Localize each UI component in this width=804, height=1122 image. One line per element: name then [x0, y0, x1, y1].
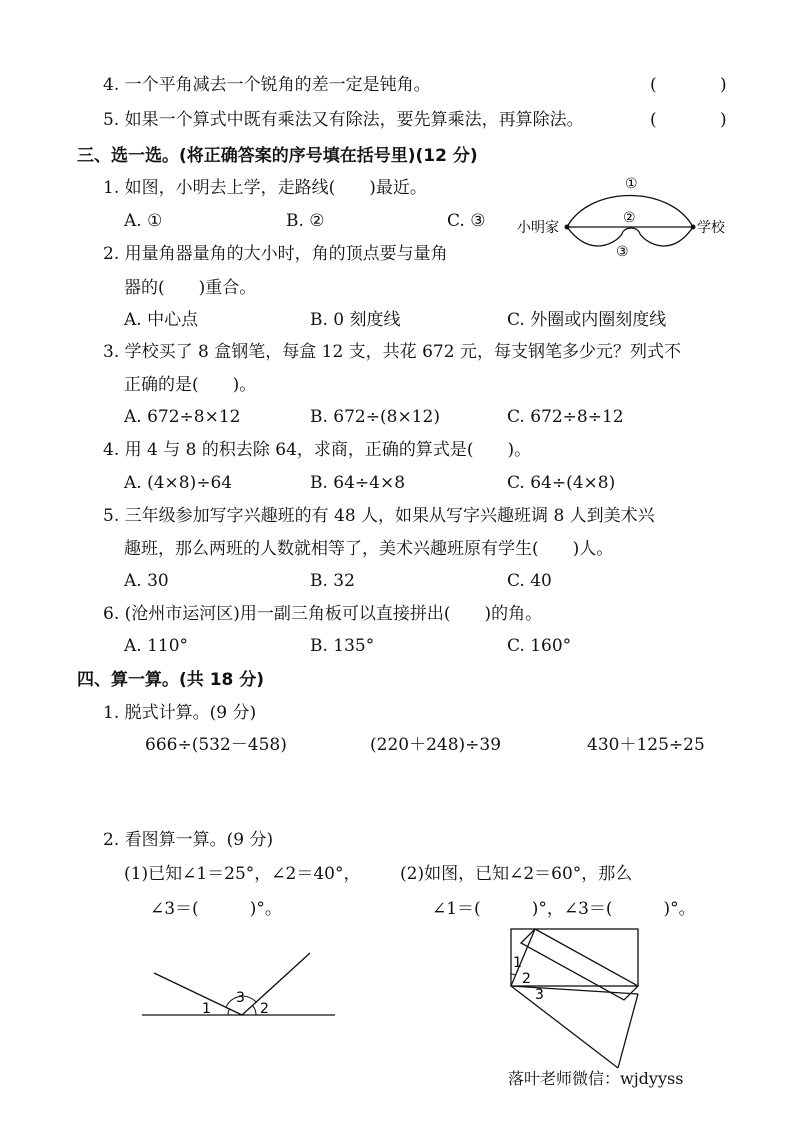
- answer-paren-right: ): [720, 75, 727, 95]
- angle-figure-2: [500, 920, 650, 1072]
- s3-q6-stem: 6. (沧州市运河区)用一副三角板可以直接拼出( )的角。: [103, 604, 543, 624]
- s4-sub2-p1-line1: (1)已知∠1＝25°，∠2＝40°，: [124, 864, 361, 884]
- angle-figure-1: [130, 940, 350, 1030]
- s3-q2-stem-line2: 器的( )重合。: [124, 278, 257, 298]
- s3-q1-option-b: B. ②: [286, 211, 325, 231]
- s4-sub2-p1-line2: ∠3＝( )°。: [150, 899, 282, 919]
- angle-1-label: 1: [202, 1001, 211, 1017]
- school-label: 学校: [697, 220, 725, 236]
- s3-q3-stem-line1: 3. 学校买了 8 盒钢笔，每盒 12 支，共花 672 元，每支钢笔多少元？列式不: [103, 342, 681, 362]
- section-4-heading: 四、算一算。(共 18 分): [77, 670, 265, 690]
- s3-q1-option-a: A. ①: [124, 211, 163, 231]
- angle-1-label: 1: [513, 955, 522, 971]
- s3-q4-option-c: C. 64÷(4×8): [507, 473, 616, 493]
- judge-q4: 4. 一个平角减去一个锐角的差一定是钝角。: [103, 75, 431, 95]
- angle-2-label: 2: [260, 1001, 269, 1017]
- angle-3-label: 3: [535, 987, 544, 1003]
- s3-q3-option-a: A. 672÷8×12: [124, 407, 241, 427]
- angle-3-label: 3: [236, 990, 245, 1006]
- calc-expression-3: 430＋125÷25: [587, 735, 705, 755]
- angle-2-label: 2: [522, 971, 531, 987]
- s3-q5-option-a: A. 30: [124, 571, 169, 591]
- section-3-heading: 三、选一选。(将正确答案的序号填在括号里)(12 分): [77, 146, 478, 166]
- s3-q6-option-a: A. 110°: [124, 636, 189, 656]
- answer-paren-right: ): [720, 110, 727, 130]
- answer-paren-left: (: [650, 110, 657, 130]
- s3-q1-option-c: C. ③: [447, 211, 486, 231]
- s3-q3-stem-line2: 正确的是( )。: [124, 375, 257, 395]
- s3-q5-stem-line2: 趣班，那么两班的人数就相等了，美术兴趣班原有学生( )人。: [124, 539, 614, 559]
- s4-sub2-p2-line1: (2)如图，已知∠2＝60°，那么: [400, 864, 633, 884]
- s3-q4-option-b: B. 64÷4×8: [310, 473, 406, 493]
- s4-sub2-p2-line2: ∠1＝( )°，∠3＝( )°。: [432, 899, 696, 919]
- s4-sub1-title: 1. 脱式计算。(9 分): [103, 703, 257, 723]
- answer-paren-left: (: [650, 75, 657, 95]
- route-figure: [510, 170, 750, 262]
- s3-q2-stem-line1: 2. 用量角器量角的大小时，角的顶点要与量角: [103, 244, 448, 264]
- judge-q5: 5. 如果一个算式中既有乘法又有除法，要先算乘法，再算除法。: [103, 110, 584, 130]
- s3-q5-option-b: B. 32: [310, 571, 355, 591]
- home-label: 小明家: [517, 220, 559, 236]
- s3-q1-stem: 1. 如图，小明去上学，走路线( )最近。: [103, 178, 427, 198]
- s3-q6-option-b: B. 135°: [310, 636, 375, 656]
- s3-q3-option-c: C. 672÷8÷12: [507, 407, 624, 427]
- route-2-label: ②: [623, 210, 636, 226]
- s3-q2-option-a: A. 中心点: [124, 310, 199, 330]
- watermark-text: 落叶老师微信：wjdyyss: [508, 1069, 684, 1088]
- s3-q4-option-a: A. (4×8)÷64: [124, 473, 233, 493]
- s3-q5-stem-line1: 5. 三年级参加写字兴趣班的有 48 人，如果从写字兴趣班调 8 人到美术兴: [103, 506, 655, 526]
- s3-q5-option-c: C. 40: [507, 571, 552, 591]
- calc-expression-2: (220＋248)÷39: [370, 735, 502, 755]
- s3-q2-option-b: B. 0 刻度线: [310, 310, 401, 330]
- s3-q3-option-b: B. 672÷(8×12): [310, 407, 440, 427]
- calc-expression-1: 666÷(532－458): [145, 735, 287, 755]
- s3-q4-stem: 4. 用 4 与 8 的积去除 64，求商，正确的算式是( )。: [103, 440, 532, 460]
- route-3-label: ③: [616, 244, 629, 260]
- s3-q6-option-c: C. 160°: [507, 636, 572, 656]
- s4-sub2-title: 2. 看图算一算。(9 分): [103, 830, 274, 850]
- s3-q2-option-c: C. 外圈或内圈刻度线: [507, 310, 667, 330]
- route-1-label: ①: [625, 176, 638, 192]
